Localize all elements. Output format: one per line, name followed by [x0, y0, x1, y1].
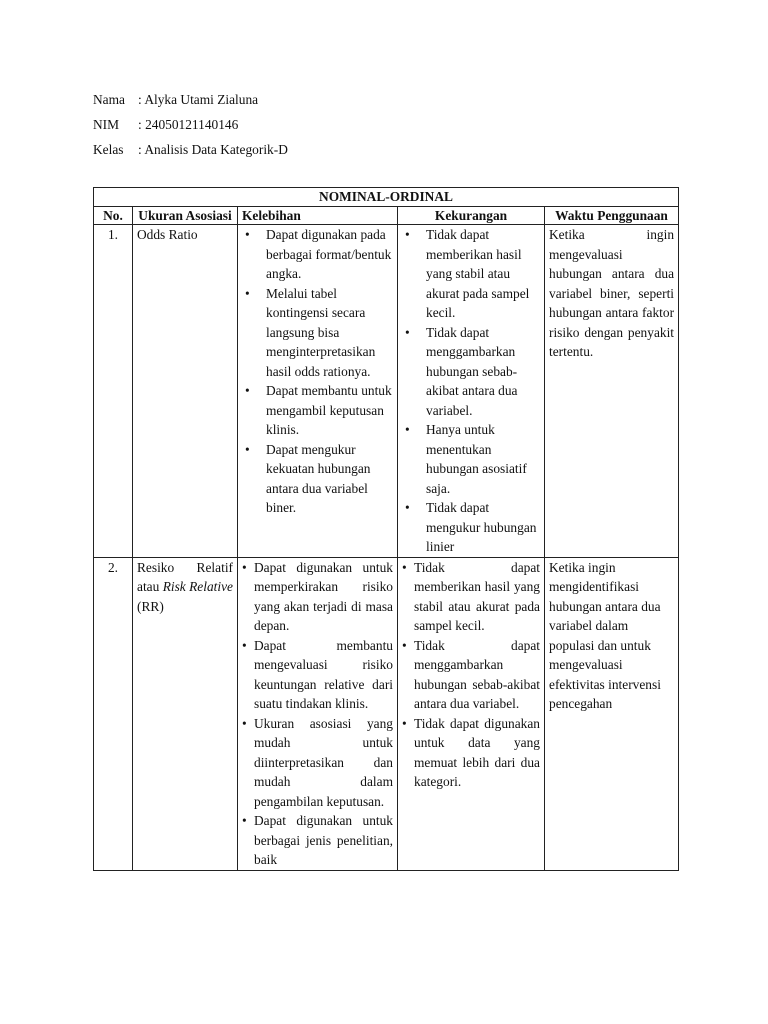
kekurangan-list — [402, 558, 540, 792]
kelebihan-list — [242, 225, 393, 518]
nama-value: : Alyka Utami Zialuna — [138, 92, 259, 107]
list-item: • Dapat digunakan untuk memperkirakan risiko yang akan terjadi di masa depan. — [242, 558, 393, 636]
header-ukuran: Ukuran Asosiasi — [133, 207, 238, 225]
ukuran-italic-text: Risk Relative — [162, 579, 233, 594]
kekurangan-cell — [398, 225, 545, 558]
kekurangan-list — [402, 225, 540, 557]
table-title-row — [94, 188, 679, 207]
list-item: • Tidak dapat menggambarkan hubungan sebab-akibat antara dua variabel. — [402, 636, 540, 714]
nama-row — [93, 87, 288, 112]
list-item: • Tidak dapat menggambarkan hubungan sebab-akibat antara dua variabel. — [402, 323, 540, 421]
list-item: • Dapat digunakan pada berbagai format/bentuk angka. — [242, 225, 393, 284]
header-waktu: Waktu Penggunaan — [545, 207, 679, 225]
waktu-cell: Ketika ingin mengidentifikasi hubungan antara dua variabel dalam populasi dan untuk mengevaluasi efektivitas intervensi pencegahan — [545, 557, 679, 870]
header-kelebihan: Kelebihan — [238, 207, 398, 225]
nim-label: NIM — [93, 117, 120, 132]
list-item: • Tidak dapat memberikan hasil yang stabil atau akurat pada sampel kecil. — [402, 225, 540, 323]
list-item: • Dapat membantu untuk mengambil keputusan klinis. — [242, 381, 393, 440]
list-item: • Ukuran asosiasi yang mudah untuk diinterpretasikan dan mudah dalam pengambilan keputusan. — [242, 714, 393, 812]
row-number: 1. — [94, 225, 133, 558]
list-item: • Tidak dapat digunakan untuk data yang memuat lebih dari dua kategori. — [402, 714, 540, 792]
list-item: • Dapat mengukur kekuatan hubungan antara dua variabel biner. — [242, 440, 393, 518]
ukuran-cell: Odds Ratio — [133, 225, 238, 558]
student-info — [93, 87, 288, 162]
kelebihan-cell — [238, 225, 398, 558]
nim-value: : 24050121140146 — [138, 117, 239, 132]
table-title: NOMINAL-ORDINAL — [94, 188, 679, 207]
list-item: • Dapat digunakan untuk berbagai jenis penelitian, baik — [242, 811, 393, 870]
kelebihan-cell — [238, 557, 398, 870]
table-row — [94, 225, 679, 558]
table-header-row — [94, 207, 679, 225]
ukuran-text: Resiko Relatif atau — [137, 559, 233, 594]
nim-row — [93, 112, 288, 137]
list-item: • Tidak dapat mengukur hubungan linier — [402, 498, 540, 557]
kelebihan-list — [242, 558, 393, 870]
kelas-row — [93, 137, 288, 162]
list-item: • Tidak dapat memberikan hasil yang stabil atau akurat pada sampel kecil. — [402, 558, 540, 636]
row-number: 2. — [94, 557, 133, 870]
header-kekurangan: Kekurangan — [398, 207, 545, 225]
list-item: • Melalui tabel kontingensi secara langsung bisa menginterpretasikan hasil odds rationya. — [242, 284, 393, 382]
header-no: No. — [94, 207, 133, 225]
table-row — [94, 557, 679, 870]
kelas-label: Kelas — [93, 142, 124, 157]
kekurangan-cell — [398, 557, 545, 870]
ukuran-cell — [133, 557, 238, 870]
waktu-cell: Ketika ingin mengevaluasi hubungan antara dua variabel biner, seperti hubungan antara faktor risiko dengan penyakit tertentu. — [545, 225, 679, 558]
nama-label: Nama — [93, 92, 125, 107]
ukuran-abbrev: (RR) — [137, 598, 164, 614]
list-item: • Dapat membantu mengevaluasi risiko keuntungan relative dari suatu tindakan klinis. — [242, 636, 393, 714]
list-item: • Hanya untuk menentukan hubungan asosiatif saja. — [402, 420, 540, 498]
kelas-value: : Analisis Data Kategorik-D — [138, 142, 288, 157]
association-table — [93, 187, 679, 871]
